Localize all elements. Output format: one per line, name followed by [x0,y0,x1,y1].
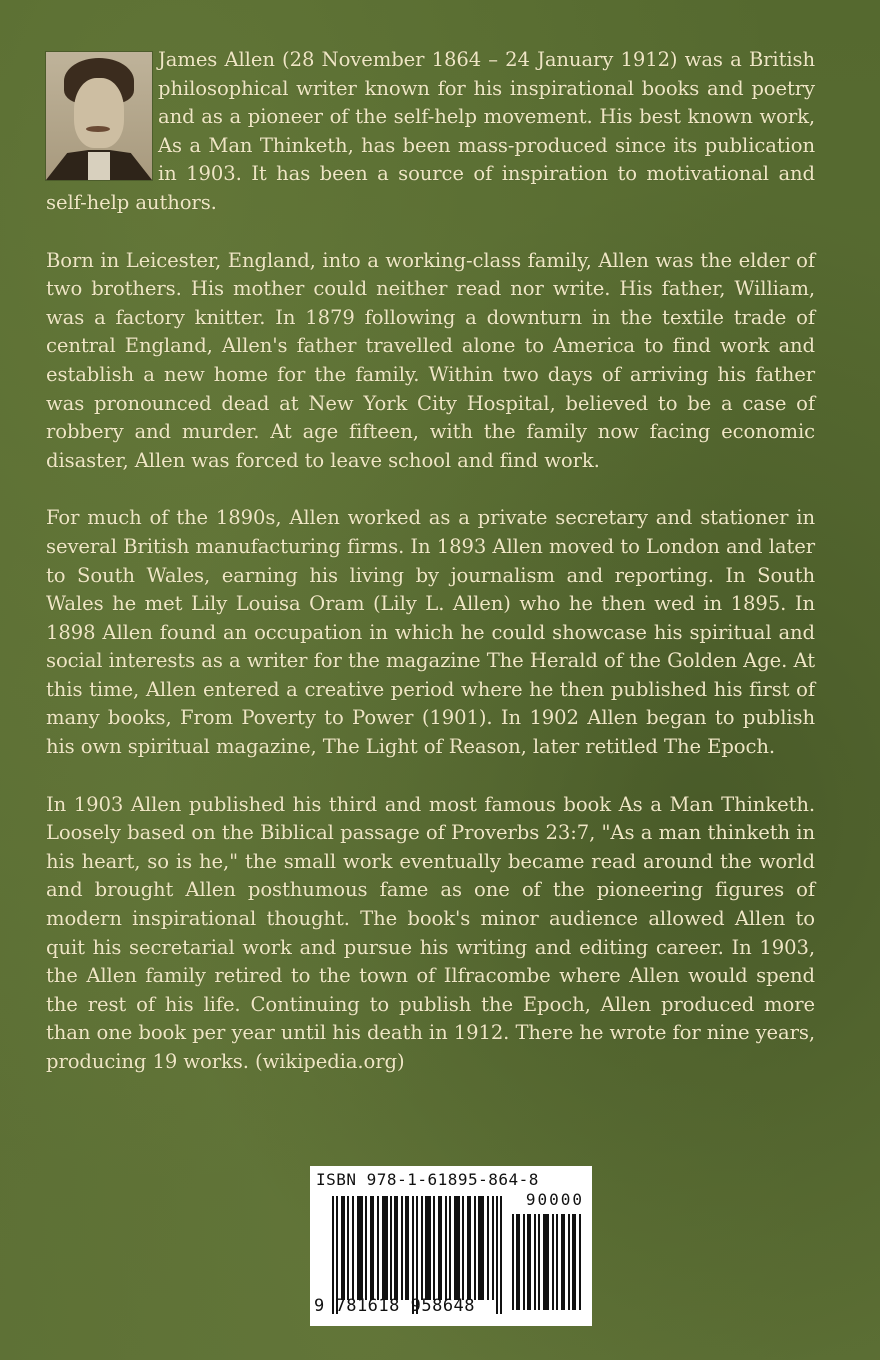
price-code: 90000 [525,1190,584,1209]
isbn-barcode [310,1166,592,1326]
bio-paragraph-1-text: James Allen (28 November 1864 – 24 January 1912) was a British philosophical writer known for his inspirational books and poetry and as a pioneer of the self-help movement. His best known work, As a Man Thinketh, has been mass-produced since its publication in 1903. It has been a source of inspiration to motivational and self-help authors. [46,48,815,214]
portrait-mustache [86,126,110,132]
isbn-label: ISBN 978-1-61895-864-8 [316,1170,539,1189]
portrait-face [74,78,124,148]
bio-paragraph-1 [46,46,815,218]
author-biography [46,46,815,1106]
bio-paragraph-2: Born in Leicester, England, into a working-class family, Allen was the elder of two brothers. His mother could neither read nor write. His father, William, was a factory knitter. In 1879 following a downturn in the textile trade of central England, Allen's father travelled alone to America to find work and establish a new home for the family. Within two days of arriving his father was pronounced dead at New York City Hospital, believed to be a case of robbery and murder. At age fifteen, with the family now facing economic disaster, Allen was forced to leave school and find work. [46,248,815,472]
author-portrait [46,52,152,180]
portrait-collar [88,152,110,180]
barcode-addon-bars-icon [512,1214,584,1310]
bio-paragraph-3: For much of the 1890s, Allen worked as a private secretary and stationer in several British manufacturing firms. In 1893 Allen moved to London and later to South Wales, earning his living by journalism and reporting. In South Wales he met Lily Louisa Oram (Lily L. Allen) who he then wed in 1895. In 1898 Allen found an occupation in which he could showcase his spiritual and social interests as a writer for the magazine The Herald of the Golden Age. At this time, Allen entered a creative period where he then published his first of many books, From Poverty to Power (1901). In 1902 Allen began to publish his own spiritual magazine, The Light of Reason, later retitled The Epoch. [46,506,815,759]
ean-digits: 9 781618 958648 [314,1296,476,1316]
bio-paragraph-4: In 1903 Allen published his third and most famous book As a Man Thinketh. Loosely based on the Biblical passage of Proverbs 23:7, "As a man thinketh in his heart, so is he," the small work eventually became read around the world and brought Allen posthumous fame as one of the pioneering figures of modern inspirational thought. The book's minor audience allowed Allen to quit his secretarial work and pursue his writing and editing career. In 1903, the Allen family retired to the town of Ilfracombe where Allen would spend the rest of his life. Continuing to publish the Epoch, Allen produced more than one book per year until his death in 1912. There he wrote for nine years, producing 19 works. (wikipedia.org) [46,792,815,1073]
